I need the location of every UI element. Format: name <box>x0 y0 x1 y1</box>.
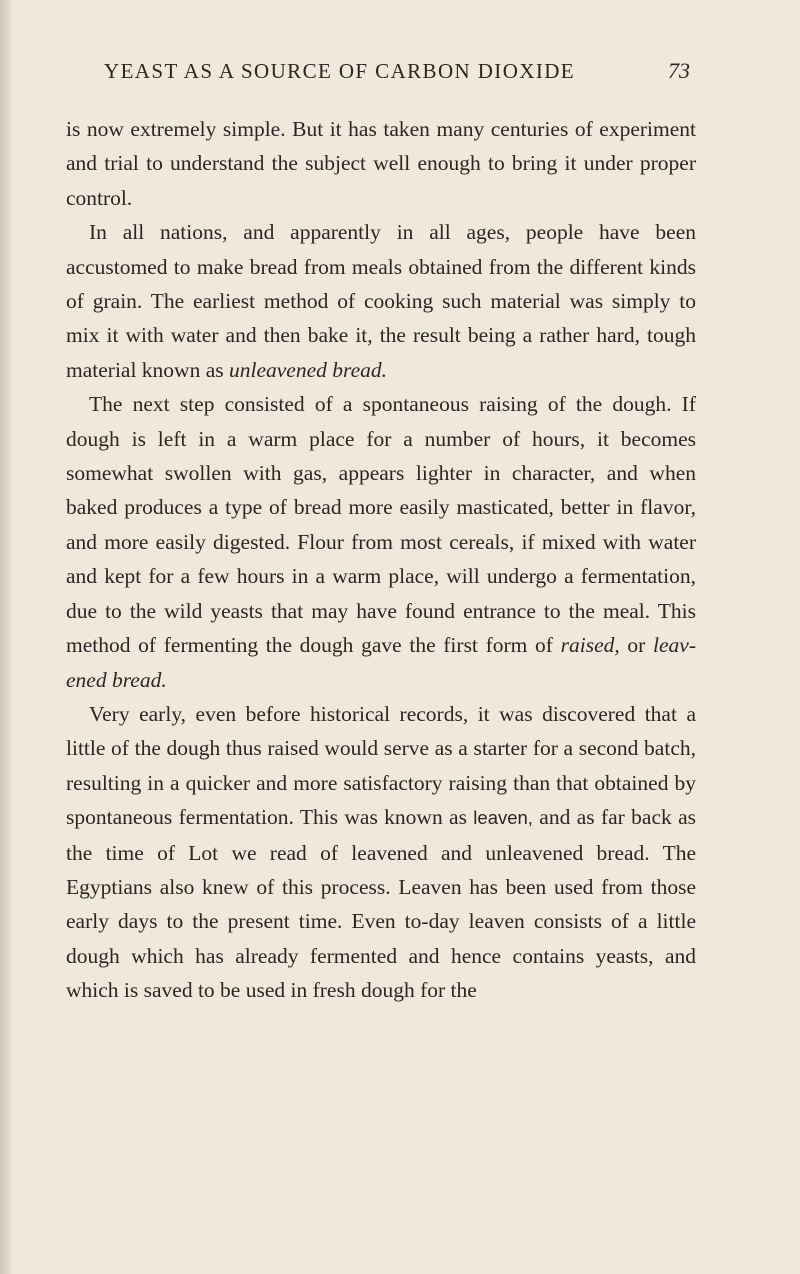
body-text <box>66 112 696 1008</box>
paragraph-3 <box>66 387 696 697</box>
paragraph-2 <box>66 215 696 387</box>
paragraph-1: is now extremely simple. But it has taken many centuries of experiment and trial to understand the subject well enough to bring it under proper control. <box>66 117 696 210</box>
italic-term-leavened-bread: leavened bread. <box>66 633 696 692</box>
paragraph-4-text-2: and as far back as the time of Lot we read of leavened and unleavened bread. The Egyptians also knew of this process. Leaven has been used from those early days to the present time. Even to-day leaven consists of a little dough which has already fermented and hence contains yeasts, and which is saved to be used in fresh dough for the <box>66 805 696 1003</box>
page-gutter-shadow <box>0 0 14 1274</box>
page-number: 73 <box>668 58 690 83</box>
paragraph-4-text-1: Very early, even before historical records, it was discovered that a little of the dough thus raised would serve as a starter for a second batch, resulting in a quicker and more satisfactory raising than that obtained by spontaneous fermentation. This was known as <box>66 701 696 830</box>
term-leaven: leaven, <box>473 807 533 829</box>
italic-term-unleavened-bread: unleavened bread. <box>229 357 388 382</box>
paragraph-3-text-1: The next step consisted of a spontaneous raising of the dough. If dough is left in a warm place for a number of hours, it becomes somewhat swollen with gas, appears lighter in character, and when baked produces a type of bread more easily masticated, better in flavor, and more easily digested. Flour from most cereals, if mixed with water and kept for a few hours in a warm place, will undergo a fermentation, due to the wild yeasts that may have found entrance to the meal. This method of fermenting the dough gave the first form of <box>66 392 696 658</box>
italic-term-raised: raised, <box>560 633 620 658</box>
running-head: YEAST AS A SOURCE OF CARBON DIOXIDE <box>104 59 576 83</box>
paragraph-2-text: In all nations, and apparently in all ages, people have been accustomed to make bread from meals obtained from the different kinds of grain. The earliest method of cooking such material was simply to mix it with water and then bake it, the result being a rather hard, tough material known as <box>66 220 696 382</box>
page-header <box>104 58 690 88</box>
paragraph-3-text-2: or <box>619 633 653 658</box>
paragraph-4 <box>66 697 696 1008</box>
